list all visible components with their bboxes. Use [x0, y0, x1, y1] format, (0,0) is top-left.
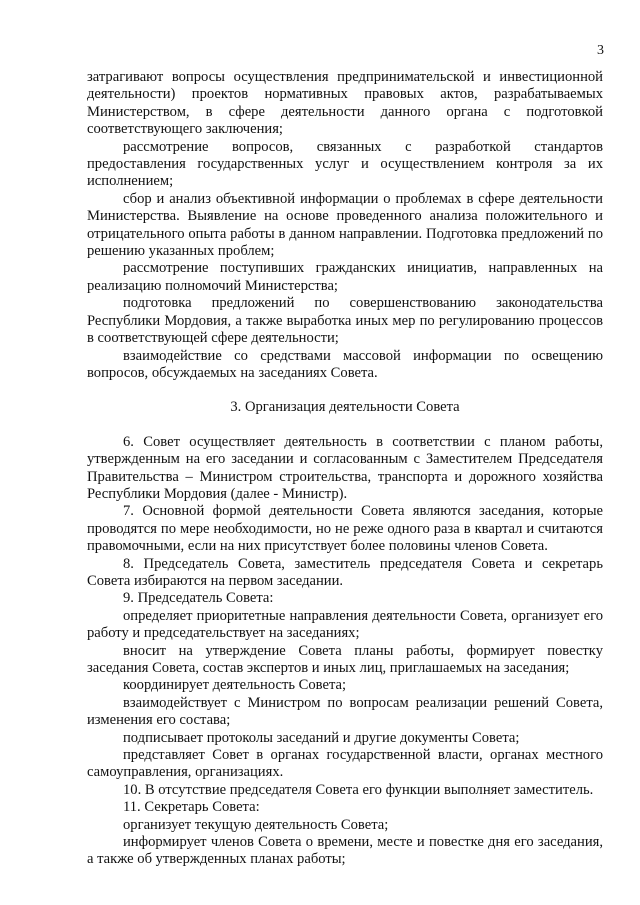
- document-body: [87, 69, 603, 869]
- paragraph: подписывает протоколы заседаний и другие документы Совета;: [123, 729, 520, 746]
- paragraph: представляет Совет в органах государственной власти, органах местного самоуправления, организациях.: [87, 747, 603, 781]
- paragraph: организует текущую деятельность Совета;: [123, 816, 389, 833]
- paragraph: 10. В отсутствие председателя Совета его функции выполняет заместитель.: [123, 781, 594, 798]
- paragraph: сбор и анализ объективной информации о проблемах в сфере деятельности Министерства. Выявление на основе проведенного анализа положительного и отрицательного опыта работы в данном направлении. Подготовка предложений по решению указанных проблем;: [87, 190, 603, 260]
- paragraph: координирует деятельность Совета;: [123, 677, 347, 694]
- paragraph: рассмотрение вопросов, связанных с разработкой стандартов предоставления государственных услуг и осуществлением контроля за их исполнением;: [87, 138, 603, 190]
- paragraph: 8. Председатель Совета, заместитель председателя Совета и секретарь Совета избираются на первом заседании.: [87, 555, 603, 589]
- paragraph: 11. Секретарь Совета:: [123, 799, 260, 816]
- paragraph: вносит на утверждение Совета планы работы, формирует повестку заседания Совета, состав экспертов и иных лиц, приглашаемых на заседания;: [87, 642, 603, 676]
- paragraph: 9. Председатель Совета:: [123, 590, 274, 607]
- paragraph: 6. Совет осуществляет деятельность в соответствии с планом работы, утвержденным на его заседании и согласованным с Заместителем Председателя Правительства – Министром строительства, транспорта и дорожного хозяйства Республики Мордовия (далее - Министр).: [87, 433, 603, 502]
- section-heading: 3. Организация деятельности Совета: [230, 399, 460, 416]
- paragraph: 7. Основной формой деятельности Совета являются заседания, которые проводятся по мере необходимости, но не реже одного раза в квартал и считаются правомочными, если на них присутствует более половины членов Совета.: [87, 503, 603, 555]
- paragraph: подготовка предложений по совершенствованию законодательства Республики Мордовия, а также выработка иных мер по регулированию процессов в соответствующей сфере деятельности;: [87, 295, 603, 347]
- page-number: 3: [597, 43, 604, 58]
- paragraph: определяет приоритетные направления деятельности Совета, организует его работу и председательствует на заседаниях;: [87, 607, 603, 642]
- continuation-paragraph: затрагивают вопросы осуществления предпринимательской и инвестиционной деятельности) проектов нормативных правовых актов, разрабатываемых Министерством, в сфере деятельности данного органа с подготовкой соответствующего заключения;: [87, 69, 603, 138]
- paragraph: взаимодействует с Министром по вопросам реализации решений Совета, изменения его состава;: [87, 694, 603, 729]
- paragraph: рассмотрение поступивших гражданских инициатив, направленных на реализацию полномочий Министерства;: [87, 260, 603, 294]
- paragraph: информирует членов Совета о времени, месте и повестке дня его заседания, а также об утвержденных планах работы;: [87, 834, 603, 868]
- paragraph: взаимодействие со средствами массовой информации по освещению вопросов, обсуждаемых на заседаниях Совета.: [87, 347, 603, 381]
